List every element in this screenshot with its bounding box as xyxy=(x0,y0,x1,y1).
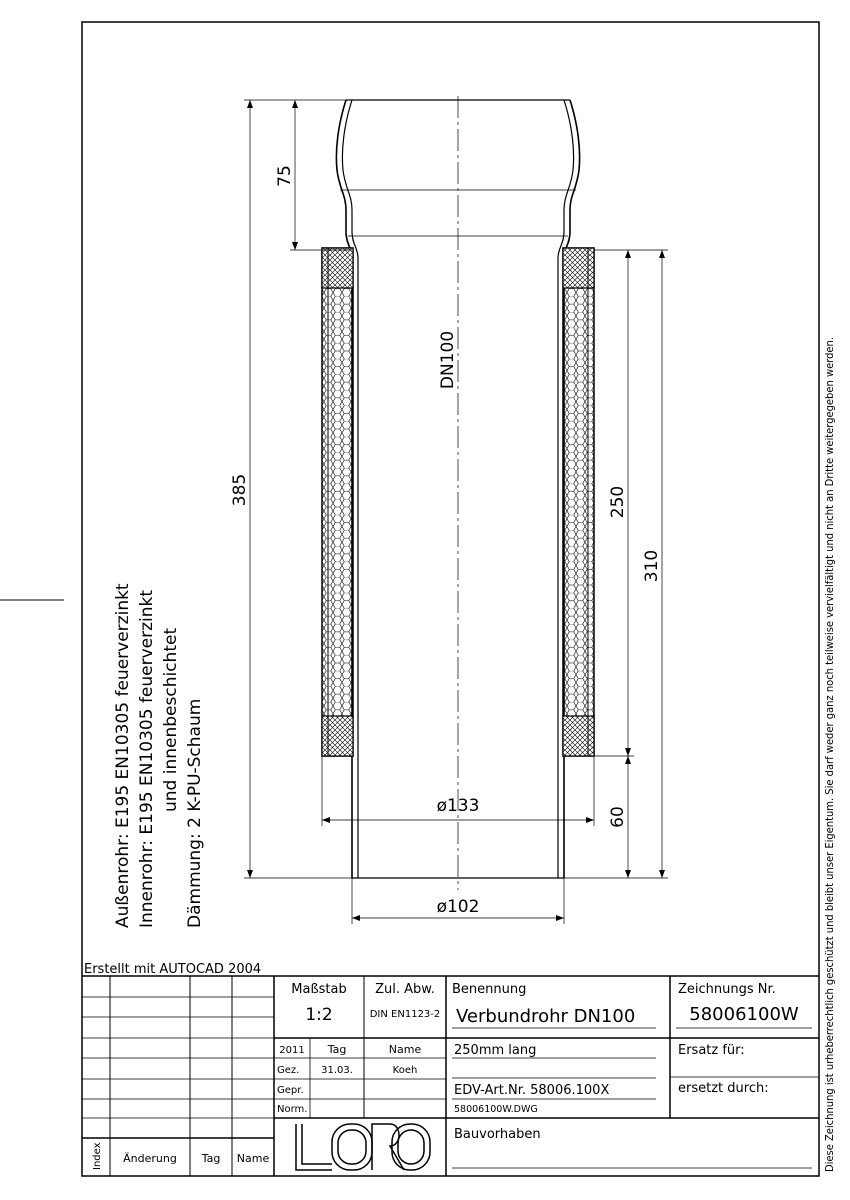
tolerance-value: DIN EN1123-2 xyxy=(369,1009,441,1020)
scale-value: 1:2 xyxy=(305,1005,333,1025)
name-label: Name xyxy=(388,1043,422,1056)
dimensions xyxy=(230,100,668,924)
pipe-drawing xyxy=(322,96,594,890)
tag-label: Tag xyxy=(327,1043,347,1056)
drawing-no-label: Zeichnungs Nr. xyxy=(678,982,776,997)
drawing-frame xyxy=(82,22,819,1176)
rev-tag-header: Tag xyxy=(201,1152,221,1165)
copyright-note: Diese Zeichnung ist urheberrechtlich geschützt und bleibt unser Eigentum. Sie darf weder ganz noch teilweise vervielfältigt und nicht an Dritte weitergegeben werden. xyxy=(825,316,836,1172)
material-inner-pipe: Innenrohr: E195 EN10305 feuerverzinkt xyxy=(137,589,157,928)
gez-date: 31.03. xyxy=(321,1065,353,1076)
change-header: Änderung xyxy=(123,1152,177,1165)
gez-label: Gez. xyxy=(277,1065,300,1076)
replaced-by-label: ersetzt durch: xyxy=(678,1081,769,1096)
dim-60: 60 xyxy=(608,806,628,828)
loro-logo xyxy=(296,1124,430,1170)
created-with: Erstellt mit AUTOCAD 2004 xyxy=(84,962,262,977)
material-coating: und innenbeschichtet xyxy=(161,627,181,812)
material-notes xyxy=(113,583,205,928)
index-header: Index xyxy=(92,1142,103,1170)
project-label: Bauvorhaben xyxy=(454,1127,541,1142)
dim-250: 250 xyxy=(608,485,628,519)
replacement-label: Ersatz für: xyxy=(678,1043,745,1058)
material-insulation: Dämmung: 2 K-PU-Schaum xyxy=(185,698,205,928)
title-block xyxy=(82,962,819,1176)
dim-385: 385 xyxy=(230,473,250,507)
designation-value: Verbundrohr DN100 xyxy=(456,1006,636,1027)
dim-75: 75 xyxy=(275,165,295,187)
designation-label: Benennung xyxy=(452,982,527,997)
length-text: 250mm lang xyxy=(454,1043,537,1058)
material-outer-pipe: Außenrohr: E195 EN10305 feuerverzinkt xyxy=(113,583,133,928)
gez-name: Koeh xyxy=(392,1065,418,1076)
dim-dia-102: ø102 xyxy=(436,897,480,917)
tolerance-label: Zul. Abw. xyxy=(375,982,435,997)
nominal-size: DN100 xyxy=(438,330,458,390)
dim-310: 310 xyxy=(642,549,662,583)
dim-dia-133: ø133 xyxy=(436,796,480,816)
norm-label: Norm. xyxy=(277,1104,308,1115)
drawing-no-value: 58006100W xyxy=(689,1004,799,1025)
scale-label: Maßstab xyxy=(291,982,347,997)
gepr-label: Gepr. xyxy=(277,1085,304,1096)
year: 2011 xyxy=(279,1045,305,1056)
edv-text: EDV-Art.Nr. 58006.100X xyxy=(454,1083,610,1098)
file-text: 58006100W.DWG xyxy=(454,1104,538,1115)
rev-name-header: Name xyxy=(236,1152,270,1165)
